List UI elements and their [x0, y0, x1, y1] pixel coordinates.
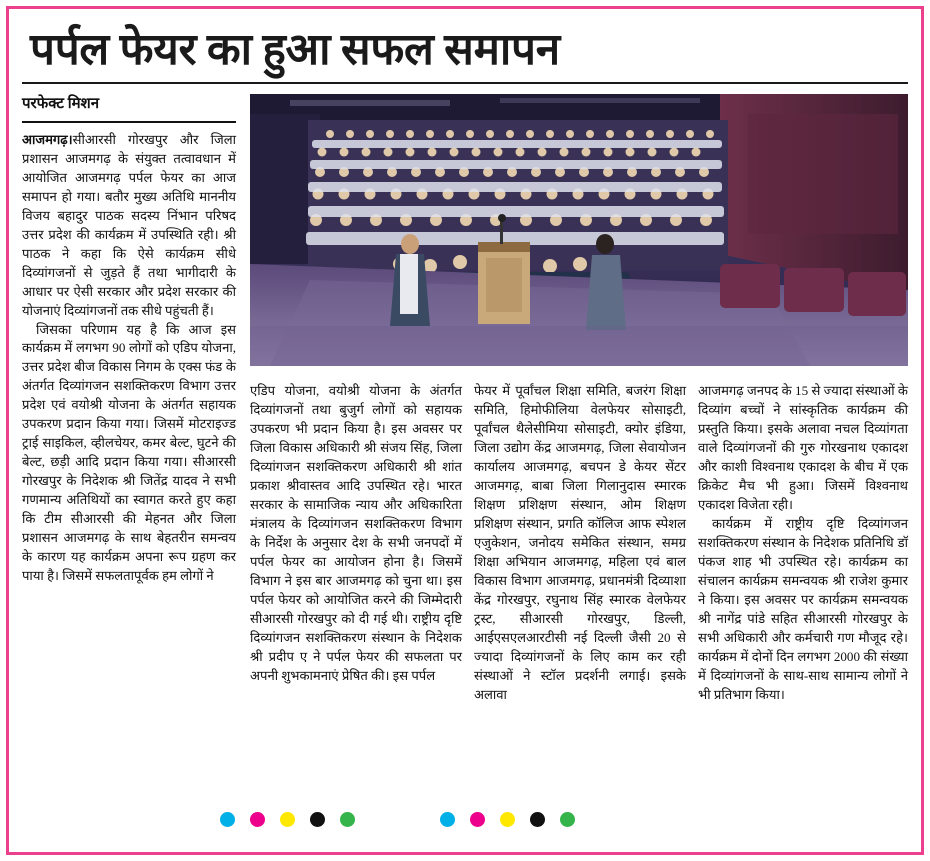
yellow-dot — [280, 812, 295, 827]
article-column-2 — [250, 382, 462, 686]
paragraph-text: सीआरसी गोरखपुर और जिला प्रशासन आजमगढ़ के संयुक्त तत्वावधान में आयोजित आजमगढ़ पर्पल फेयर का आज समापन हो गया। बतौर मुख्य अतिथि माननीय विजय बहादुर पाठक सदस्य निंभान परिषद उत्तर प्रदेश की कार्यक्रम में उपस्थिति रही। श्री पाठक ने कहा कि ऐसे कार्यक्रम सीधे दिव्यांगजनों से जुड़ते हैं तथा भागीदारी के आधार पर ऐसी सरकार और प्रदेश सरकार की योजनाएं दिव्यांगजनों तक सीधे पहुंचती हैं। — [22, 131, 236, 318]
page-content — [22, 18, 908, 838]
paragraph: कार्यक्रम में राष्ट्रीय दृष्टि दिव्यांगजन सशक्तिकरण संस्थान के निदेशक प्रतिनिधि डॉ पंकज शाह भी उपस्थित रहे। कार्यक्रम का संचालन कार्यक्रम समन्वयक श्री राजेश कुमार ने किया। इस अवसर पर कार्यक्रम समन्वयक श्री नागेंद्र पांडे सहित सीआरसी गोरखपुर के सभी अधिकारी और कर्मचारी गण मौजूद रहे। कार्यक्रम में दोनों दिन लगभग 2000 की संख्या में दिव्यांगजनों के साथ-साथ सामान्य लोगों ने भी प्रतिभाग किया। — [698, 515, 908, 702]
green-dot — [560, 812, 575, 827]
article-column-1 — [22, 94, 236, 586]
article-column-4 — [698, 382, 908, 705]
paragraph: फेयर में पूर्वांचल शिक्षा समिति, बजरंग शिक्षा समिति, हिमोफीलिया वेलफेयर सोसाइटी, पूर्वांचल थैलेसीमिया सोसाइटी, क्योर इंडिया, जिला उद्योग केंद्र आजमगढ़, जिला सेवायोजन कार्यालय आजमगढ़, बचपन डे केयर सेंटर आजमगढ़, बाबा जिला गिलानुदास स्मारक शिक्षण प्रशिक्षण संस्थान, ओम शिक्षण प्रशिक्षण संस्थान, प्रगति कॉलिज आफ स्पेशल एजुकेशन, जनोदय समेकित संस्थान, समग्र शिक्षा अभियान आजमगढ़, महिला एवं बाल विकास विभाग आजमगढ़, प्रधानमंत्री दिव्याशा केंद्र गोरखपुर, रघुनाथ सिंह स्मारक वेलफेयर ट्रस्ट, सीआरसी गोरखपुर, डिल्ली, आईएसएलआरटीसी नई दिल्ली जैसी 20 से ज्यादा दिव्यांगजनों के लिए काम कर रही संस्थाओं ने स्टॉल प्रदर्शनी लगाई। इसके अलावा — [474, 382, 686, 702]
paragraph — [22, 131, 236, 321]
black-dot — [530, 812, 545, 827]
magenta-dot — [250, 812, 265, 827]
paragraph: एडिप योजना, वयोश्री योजना के अंतर्गत दिव्यांगजनों तथा बुजुर्ग लोगों को सहायक उपकरण भी प्रदान किया है। इस अवसर पर जिला विकास अधिकारी श्री संजय सिंह, जिला दिव्यांगजन सशक्तिकरण अधिकारी श्री शांत प्रकाश श्रीवास्तव आदि उपस्थित रहे। भारत सरकार के सामाजिक न्याय और अधिकारिता मंत्रालय के दिव्यांगजन सशक्तिकरण विभाग के निर्देश के अनुसार देश के सभी जनपदों में पर्पल फेयर का आयोजन होना है। जिसमें विभाग ने इस बार आजमगढ़ को चुना था। इस पर्पल फेयर को आयोजित करने की जिम्मेदारी सीआरसी गोरखपुर को दी गई थी। राष्ट्रीय दृष्टि दिव्यांगजन सशक्तिकरण संस्थान के निदेशक श्री प्रदीप ए ने पर्पल फेयर की सफलता पर अपनी शुभकामनाएं प्रेषित की। इस पर्पल — [250, 382, 462, 683]
dateline: आजमगढ़। — [22, 131, 73, 147]
kicker-label: परफेक्ट मिशन — [22, 95, 100, 112]
yellow-dot — [500, 812, 515, 827]
cyan-dot — [440, 812, 455, 827]
magenta-dot — [470, 812, 485, 827]
registration-marks — [22, 812, 908, 832]
black-dot — [310, 812, 325, 827]
page-title: पर्पल फेयर का हुआ सफल समापन — [30, 25, 560, 74]
cyan-dot — [220, 812, 235, 827]
green-dot — [340, 812, 355, 827]
article-body — [22, 94, 908, 784]
article-column-3 — [474, 382, 686, 705]
auditorium-event-photo — [250, 94, 908, 366]
kicker-divider — [22, 121, 236, 123]
paragraph: आजमगढ़ जनपद के 15 से ज्यादा संस्थाओं के दिव्यांग बच्चों ने सांस्कृतिक कार्यक्रम की प्रस्तुति किया। इसके अलावा नचल दिव्यांगता वाले दिव्यांगजनों की गुरु गोरखनाथ एकादश और काशी विश्वनाथ एकादश के बीच में एक क्रिकेट मैच भी हुआ। जिसमें विश्वनाथ एकादश विजेता रही। — [698, 382, 908, 512]
paragraph: जिसका परिणाम यह है कि आज इस कार्यक्रम में लगभग 90 लोगों को एडिप योजना, उत्तर प्रदेश बीज विकास निगम के एक्स फंड के अंतर्गत दिव्यांगजन सशक्तिकरण विभाग उत्तर प्रदेश एवं वयोश्री योजना के अंतर्गत सहायक उपकरण प्रदान किया गया। जिसमें मोटराइज्ड ट्राई साइकिल, व्हीलचेयर, कमर बेल्ट, घुटने की बेल्ट, छड़ी आदि प्रदान किया गया। सीआरसी गोरखपुर के निदेशक श्री जितेंद्र यादव ने सभी गणमान्य अतिथियों का स्वागत करते हुए कहा कि टीम सीआरसी की मेहनत और जिला प्रशासन आजमगढ़ के साथ बेहतरीन समन्वय के कारण यह कार्यक्रम अपना रूप ग्रहण कर पाया है। जिसमें सफलतापूर्वक हम लोगों ने — [22, 321, 236, 584]
headline-divider — [22, 82, 908, 84]
